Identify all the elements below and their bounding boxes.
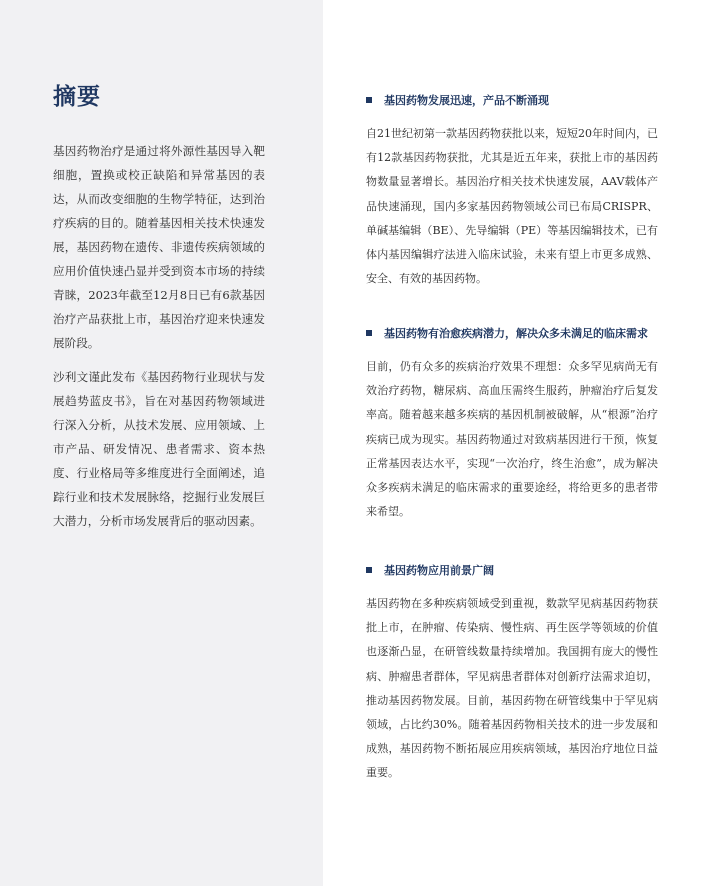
section-clinical-needs (366, 325, 658, 524)
section-heading-text: 基因药物应用前景广阔 (384, 564, 494, 577)
summary-body (53, 139, 265, 543)
summary-panel (0, 0, 323, 886)
section-heading-text: 基因药物发展迅速，产品不断涌现 (384, 94, 549, 107)
square-bullet-icon (366, 567, 372, 573)
section-body: 基因药物在多种疾病领域受到重视，数款罕见病基因药物获批上市，在肿瘤、传染病、慢性病、再生医学等领域的价值也逐渐凸显，在研管线数量持续增加。我国拥有庞大的慢性病、肿瘤患者群体，罕见病患者群体对创新疗法需求迫切，推动基因药物发展。目前，基因药物在研管线集中于罕见病领域，占比约30%。随着基因药物相关技术的进一步发展和成熟，基因药物不断拓展应用疾病领域，基因治疗地位日益重要。 (366, 597, 658, 780)
section-heading (366, 325, 658, 341)
square-bullet-icon (366, 330, 372, 336)
square-bullet-icon (366, 97, 372, 103)
summary-paragraph-2: 沙利文谨此发布《基因药物行业现状与发展趋势蓝皮书》，旨在对基因药物领域进行深入分析，从技术发展、应用领域、上市产品、研发情况、患者需求、资本热度、行业格局等多维度进行全面阐述，追踪行业和技术发展脉络，挖掘行业发展巨大潜力，分析市场发展背后的驱动因素。 (53, 370, 265, 528)
summary-title: 摘要 (53, 83, 101, 110)
section-prospects (366, 562, 658, 786)
section-development (366, 92, 658, 291)
section-heading (366, 562, 658, 578)
section-body: 自21世纪初第一款基因药物获批以来，短短20年时间内，已有12款基因药物获批，尤其是近五年来，获批上市的基因药物数量显著增长。基因治疗相关技术快速发展，AAV载体产品快速涌现，国内多家基因药物领域公司已布局CRISPR、单碱基编辑（BE）、先导编辑（PE）等基因编辑技术，已有体内基因编辑疗法进入临床试验，未来有望上市更多成熟、安全、有效的基因药物。 (366, 127, 658, 286)
section-body: 目前，仍有众多的疾病治疗效果不理想：众多罕见病尚无有效治疗药物，糖尿病、高血压需终生服药，肿瘤治疗后复发率高。随着越来越多疾病的基因机制被破解，从“根源”治疗疾病已成为现实。基因药物通过对致病基因进行干预，恢复正常基因表达水平，实现“一次治疗，终生治愈”，成为解决众多疾病未满足的临床需求的重要途经，将给更多的患者带来希望。 (366, 360, 658, 519)
summary-paragraph-1: 基因药物治疗是通过将外源性基因导入靶细胞，置换或校正缺陷和异常基因的表达，从而改变细胞的生物学特征，达到治疗疾病的目的。随着基因相关技术快速发展，基因药物在遗传、非遗传疾病领域的应用价值快速凸显并受到资本市场的持续青睐，2023年截至12月8日已有6款基因治疗产品获批上市，基因治疗迎来快速发展阶段。 (53, 144, 265, 350)
section-heading (366, 92, 658, 108)
section-heading-text: 基因药物有治愈疾病潜力，解决众多未满足的临床需求 (384, 327, 648, 340)
